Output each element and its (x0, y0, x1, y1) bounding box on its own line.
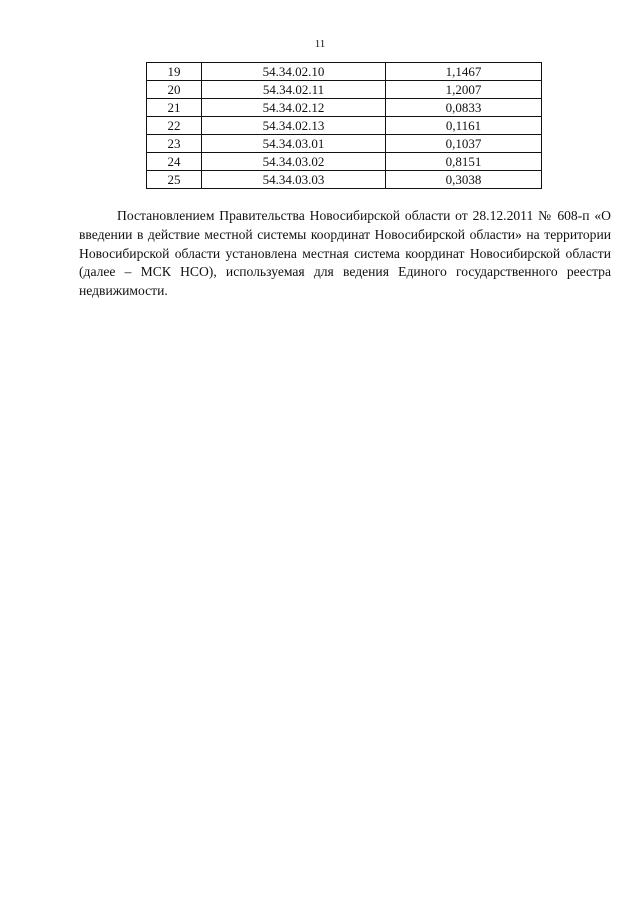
body-paragraph: Постановлением Правительства Новосибирской области от 28.12.2011 № 608-п «О введении в действие местной системы координат Новосибирской области» на территории Новосибирской области установлена местная система координат Новосибирской области (далее – МСК НСО), используемая для ведения Единого государственного реестра недвижимости. (79, 208, 611, 299)
table-row (147, 81, 542, 99)
code-cell: 54.34.03.03 (202, 171, 386, 189)
code-cell: 54.34.02.11 (202, 81, 386, 99)
code-cell: 54.34.03.02 (202, 153, 386, 171)
code-cell: 54.34.02.10 (202, 63, 386, 81)
value-cell: 0,1037 (386, 135, 542, 153)
table-row (147, 135, 542, 153)
row-number-cell: 21 (147, 99, 202, 117)
code-cell: 54.34.02.13 (202, 117, 386, 135)
value-cell: 0,0833 (386, 99, 542, 117)
row-number-cell: 22 (147, 117, 202, 135)
table-row (147, 63, 542, 81)
table-row (147, 117, 542, 135)
code-cell: 54.34.03.01 (202, 135, 386, 153)
row-number-cell: 23 (147, 135, 202, 153)
row-number-cell: 25 (147, 171, 202, 189)
code-cell: 54.34.02.12 (202, 99, 386, 117)
value-cell: 0,8151 (386, 153, 542, 171)
data-table (146, 62, 542, 189)
row-number-cell: 20 (147, 81, 202, 99)
row-number-cell: 19 (147, 63, 202, 81)
value-cell: 0,1161 (386, 117, 542, 135)
value-cell: 0,3038 (386, 171, 542, 189)
page-number: 11 (314, 38, 326, 50)
value-cell: 1,2007 (386, 81, 542, 99)
table-row (147, 99, 542, 117)
value-cell: 1,1467 (386, 63, 542, 81)
table-row (147, 171, 542, 189)
row-number-cell: 24 (147, 153, 202, 171)
table-row (147, 153, 542, 171)
